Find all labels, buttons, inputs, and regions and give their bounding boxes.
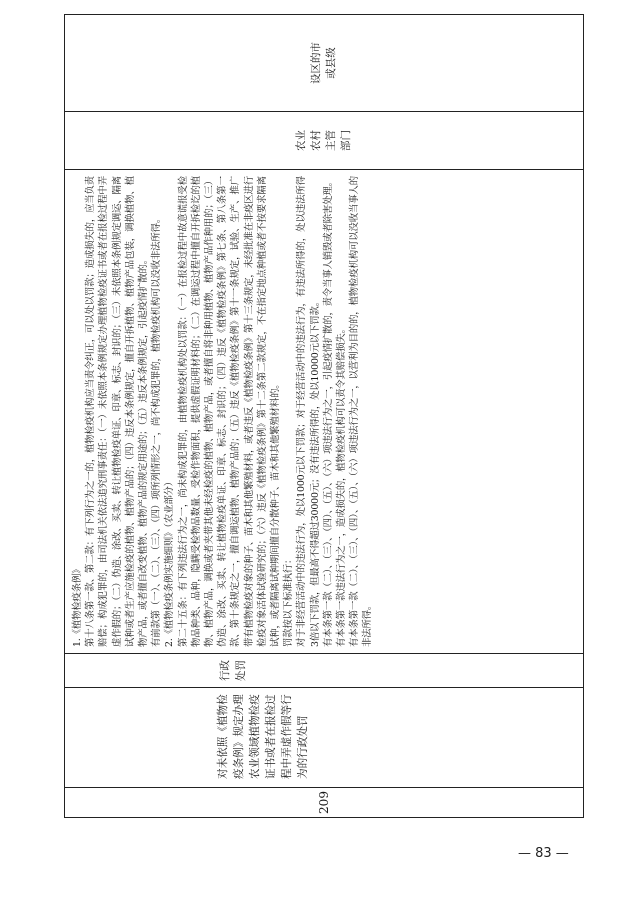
level-line: 或县级 [325, 47, 337, 79]
rotated-table-region [64, 15, 584, 818]
level-line: 设区的市 [310, 42, 322, 84]
legal-basis [65, 170, 584, 654]
item-name: 对未依照《植物检疫条例》规定办理农业领域植物检疫证书或者在报检过程中弄虚作假等行为的行政处罚 [65, 688, 584, 788]
table-row [65, 15, 584, 818]
basis-paragraph: 对于非经营活动中的违法行为，处以1000元以下罚款；对于经营活动中的违法行为，有违法所得的，处以违法所得3倍以下罚款，但最高不得超过30000元；没有违法所得的，处以10000元以下罚款。 [296, 176, 321, 647]
department-line: 主管 [325, 130, 337, 151]
basis-paragraph: 2.《植物检疫条例实施细则》（农业部分） [164, 476, 176, 647]
basis-paragraph: 第二十五条：有下列违法行为之一，尚未构成犯罪的，由植物检疫机构处以罚款：（一）在报检过程中故意谎报受检物品种类、品种，隐瞒受检物品数量、受检作物面积，提供虚假证明材料的；（二）在调运过程中擅自开拆检讫的植物、植物产品，调换或者夹带其他未经检疫的植物、植物产品，或者擅自将非种用植物、植物产品作种用的；（三）伪造、涂改、买卖、转让植物检疫单证、印章、标志、封识的；（四）违反《植物检疫条例》第七条、第八条第一款、第十条规定之一，擅自调运植物、植物产品的；（五）违反《植物检疫条例》第十一条规定，试验、生产、推广带有植物检疫对象的种子、苗木和其他繁殖材料，或者违反《植物检疫条例》第十三条规定，未经批准在非疫区进行检疫对象活体试验研究的；（六）违反《植物检疫条例》第十二条第二款规定，不在指定地点种植或者不按要求隔离试种，或者隔离试种期间擅自分散种子、苗木和其他繁殖材料的。 [177, 176, 282, 647]
department-line: 农村 [310, 130, 322, 151]
basis-paragraph: 罚款按以下标准执行： [283, 554, 295, 647]
basis-paragraph: 有前款第（一）、（二）、（三）、（四）项所列情形之一，尚不构成犯罪的，植物检疫机构可以没收非法所得。 [151, 213, 163, 647]
item-type [65, 654, 584, 688]
responsible-department [65, 112, 584, 170]
basis-paragraph: 第十八条第一款、第二款：有下列行为之一的，植物检疫机构应当责令纠正，可以处以罚款；造成损失的，应当负责赔偿；构成犯罪的，由司法机关依法追究刑事责任：（一）未依照本条例规定办理植物检疫证书或者在报检过程中弄虚作假的；（二）伪造、涂改、买卖、转让植物检疫单证、印章、标志、封识的；（三）未依照本条例规定调运、隔离试种或者生产应施检疫的植物、植物产品的；（四）违反本条例规定，擅自开拆植物、植物产品包装，调换植物、植物产品，或者擅自改变植物、植物产品的规定用途的；（五）违反本条例规定，引起疫情扩散的。 [85, 176, 150, 647]
basis-paragraph: 有本条第一款（二）、（三）、（四）、（五）、（六）项违法行为之一，引起疫情扩散的，责令当事人销毁或者除害处理。 [322, 177, 334, 647]
row-number: 209 [65, 788, 584, 818]
basis-paragraph: 有本条第一款（二）、（三）、（四）、（五）、（六）项违法行为之一，以营利为目的的，植物检疫机构可以没收当事人的非法所得。 [349, 176, 374, 647]
department-line: 部门 [340, 130, 352, 151]
basis-paragraph: 有本条第一款违法行为之一，造成损失的，植物检疫机构可以责令其赔偿损失。 [336, 324, 348, 647]
implementing-level [65, 15, 584, 112]
page-number: — 83 — [518, 846, 569, 861]
authority-table [64, 14, 584, 818]
item-type-line: 行政 [219, 660, 231, 681]
department-line: 农业 [295, 130, 307, 151]
basis-paragraph: 1.《植物检疫条例》 [72, 564, 83, 647]
item-type-line: 处罚 [235, 660, 247, 681]
